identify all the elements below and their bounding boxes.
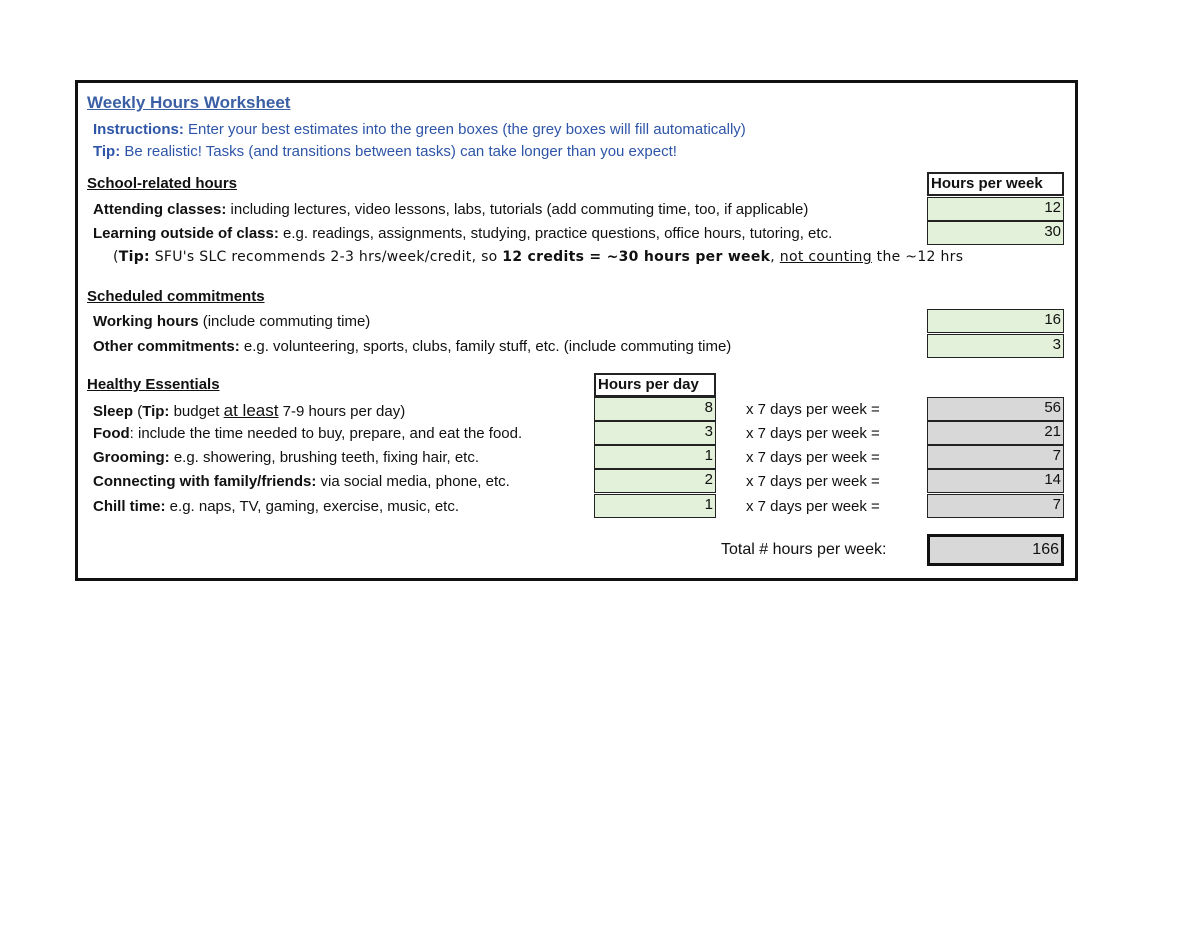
slc-tip-text3: the ~12 hrs <box>871 249 964 265</box>
chill-time-multiplier: x 7 days per week = <box>746 498 880 515</box>
slc-tip-open: ( <box>113 249 119 265</box>
worksheet-frame <box>75 80 1078 581</box>
other-commitments-desc: e.g. volunteering, sports, clubs, family stuff, etc. (include commuting time) <box>239 338 732 355</box>
food-label: Food <box>93 425 130 442</box>
food-per-day-input[interactable]: 3 <box>594 421 716 445</box>
grooming-row <box>93 449 479 466</box>
slc-tip-text1: SFU's SLC recommends 2-3 hrs/week/credit, so <box>149 249 503 265</box>
sleep-row <box>93 401 405 421</box>
food-per-week: 21 <box>927 421 1064 445</box>
attending-classes-row <box>93 201 808 218</box>
sleep-tip-text: budget <box>169 403 224 420</box>
tip-line <box>93 143 677 160</box>
attending-classes-desc: including lectures, video lessons, labs, tutorials (add commuting time, too, if applicable) <box>226 201 809 218</box>
learning-outside-input[interactable]: 30 <box>927 221 1064 245</box>
grooming-desc: e.g. showering, brushing teeth, fixing hair, etc. <box>169 449 480 466</box>
slc-tip-line <box>113 249 963 265</box>
food-desc: : include the time needed to buy, prepare, and eat the food. <box>129 425 523 442</box>
instructions-line <box>93 121 746 138</box>
sleep-tip-label: Tip: <box>142 403 170 420</box>
connecting-per-day-input[interactable]: 2 <box>594 469 716 493</box>
hours-per-week-header: Hours per week <box>927 172 1064 196</box>
learning-outside-row <box>93 225 832 242</box>
connecting-row <box>93 473 510 490</box>
grooming-per-week: 7 <box>927 445 1064 469</box>
slc-tip-text2: , <box>770 249 780 265</box>
other-commitments-input[interactable]: 3 <box>927 334 1064 358</box>
attending-classes-input[interactable]: 12 <box>927 197 1064 221</box>
instructions-text: Enter your best estimates into the green boxes (the grey boxes will fill automatically) <box>183 121 746 138</box>
sleep-tip-end: 7-9 hours per day) <box>278 403 406 420</box>
sleep-label: Sleep <box>93 403 134 420</box>
working-hours-label: Working hours <box>93 313 199 330</box>
instructions-label: Instructions: <box>93 121 184 138</box>
attending-classes-label: Attending classes: <box>93 201 227 218</box>
other-commitments-row <box>93 338 731 355</box>
working-hours-desc: (include commuting time) <box>198 313 371 330</box>
connecting-multiplier: x 7 days per week = <box>746 473 880 490</box>
working-hours-row <box>93 313 370 330</box>
sleep-emph: at least <box>223 401 279 420</box>
tip-label: Tip: <box>93 143 121 160</box>
chill-time-desc: e.g. naps, TV, gaming, exercise, music, etc. <box>165 498 459 515</box>
working-hours-input[interactable]: 16 <box>927 309 1064 333</box>
slc-tip-bold: 12 credits = ~30 hours per week <box>502 249 771 265</box>
scheduled-heading: Scheduled commitments <box>87 288 265 305</box>
slc-tip-underlined: not counting <box>779 249 872 265</box>
school-heading: School-related hours <box>87 175 238 192</box>
grooming-per-day-input[interactable]: 1 <box>594 445 716 469</box>
learning-outside-desc: e.g. readings, assignments, studying, practice questions, office hours, tutoring, etc. <box>278 225 833 242</box>
grooming-multiplier: x 7 days per week = <box>746 449 880 466</box>
hours-per-day-header: Hours per day <box>594 373 716 397</box>
sleep-per-day-input[interactable]: 8 <box>594 397 716 421</box>
total-label: Total # hours per week: <box>721 541 887 558</box>
healthy-heading: Healthy Essentials <box>87 376 220 393</box>
food-row <box>93 425 522 442</box>
food-multiplier: x 7 days per week = <box>746 425 880 442</box>
total-hours-value: 166 <box>927 534 1064 566</box>
slc-tip-label: Tip: <box>118 249 150 265</box>
chill-time-row <box>93 498 459 515</box>
chill-time-label: Chill time: <box>93 498 166 515</box>
sleep-tip-open: ( <box>133 403 143 420</box>
page-title: Weekly Hours Worksheet <box>87 93 291 112</box>
tip-text: Be realistic! Tasks (and transitions between tasks) can take longer than you expect! <box>120 143 677 160</box>
connecting-per-week: 14 <box>927 469 1064 493</box>
other-commitments-label: Other commitments: <box>93 338 240 355</box>
chill-time-per-week: 7 <box>927 494 1064 518</box>
grooming-label: Grooming: <box>93 449 170 466</box>
chill-time-per-day-input[interactable]: 1 <box>594 494 716 518</box>
sleep-per-week: 56 <box>927 397 1064 421</box>
connecting-label: Connecting with family/friends: <box>93 473 317 490</box>
sleep-multiplier: x 7 days per week = <box>746 401 880 418</box>
learning-outside-label: Learning outside of class: <box>93 225 279 242</box>
connecting-desc: via social media, phone, etc. <box>316 473 510 490</box>
